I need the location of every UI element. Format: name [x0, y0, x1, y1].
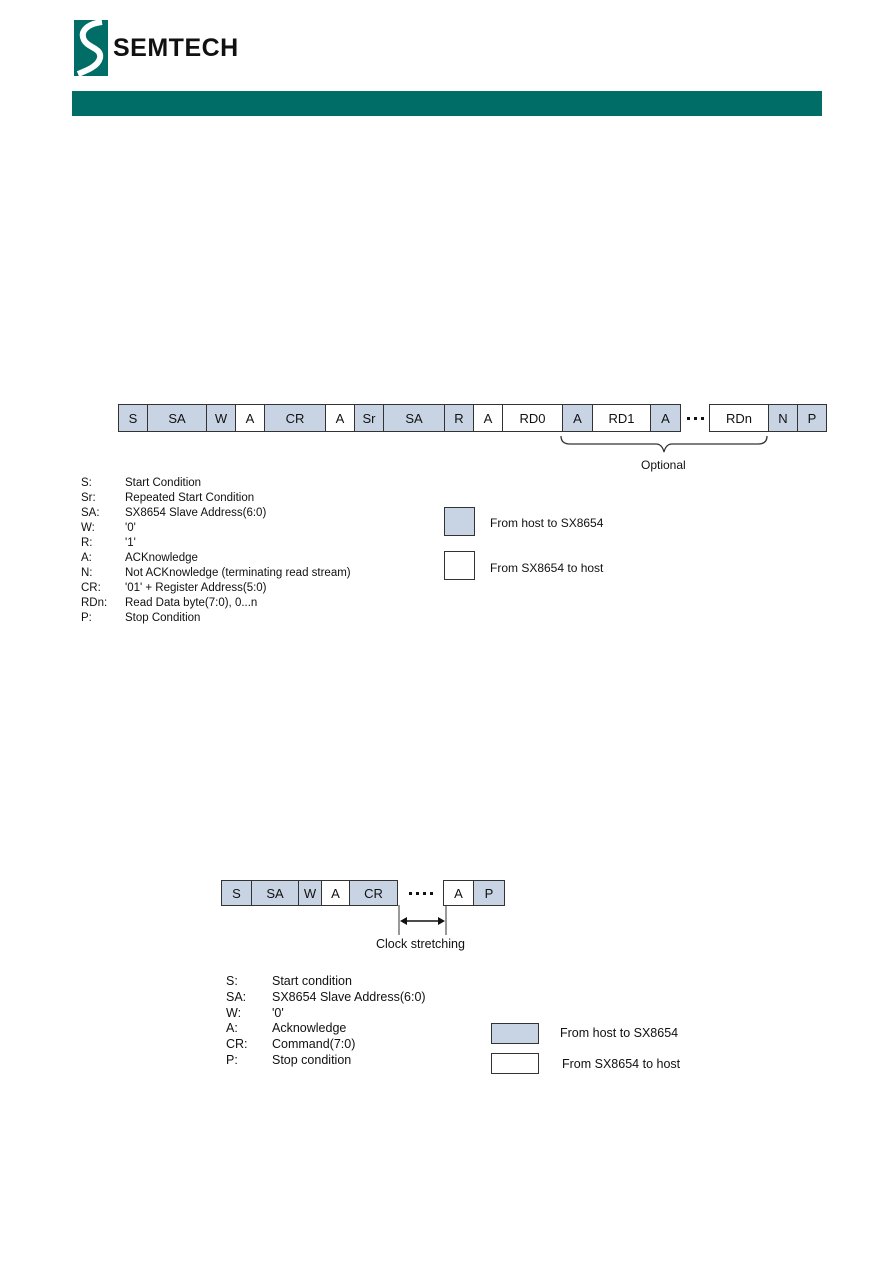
frame-cell: R	[444, 404, 474, 432]
host-swatch	[491, 1023, 539, 1044]
legend-row: A: ACKnowledge	[81, 552, 198, 564]
frame-cell: A	[443, 880, 474, 906]
frame-cell: P	[797, 404, 827, 432]
legend-row: P: Stop condition	[226, 1052, 352, 1067]
host-swatch	[444, 507, 475, 536]
legend-row: SA: SX8654 Slave Address(6:0)	[226, 989, 426, 1004]
frame-cell: W	[206, 404, 236, 432]
frame-cell: A	[562, 404, 593, 432]
host-swatch-label: From host to SX8654	[560, 1026, 679, 1040]
command-frame	[221, 880, 505, 906]
frame-cell: A	[321, 880, 350, 906]
legend-row: RDn: Read Data byte(7:0), 0...n	[81, 597, 258, 609]
frame-cell: N	[768, 404, 798, 432]
frame-cell: CR	[349, 880, 398, 906]
legend-row: S: Start condition	[226, 974, 352, 988]
device-swatch-label: From SX8654 to host	[562, 1057, 681, 1071]
legend-row: S: Start Condition	[81, 477, 202, 489]
legend-row: SA: SX8654 Slave Address(6:0)	[81, 507, 267, 519]
frame-cell: Sr	[354, 404, 384, 432]
frame-cell: P	[473, 880, 505, 906]
clock-stretching-label: Clock stretching	[376, 937, 465, 951]
command-legend	[226, 974, 426, 1069]
optional-brace	[558, 434, 772, 458]
frame-cell: SA	[251, 880, 299, 906]
frame-cell: RD1	[592, 404, 651, 432]
frame-cell: A	[325, 404, 355, 432]
frame-cell: S	[118, 404, 148, 432]
host-swatch-label: From host to SX8654	[490, 516, 604, 530]
legend-row: A: Acknowledge	[226, 1021, 347, 1036]
brand-name: SEMTECH	[113, 34, 239, 62]
legend-row: R: '1'	[81, 537, 136, 549]
read-frame	[118, 404, 827, 432]
frame-cell: CR	[264, 404, 326, 432]
legend-row: W: '0'	[81, 522, 136, 534]
frame-cell: RDn	[709, 404, 769, 432]
device-swatch	[491, 1053, 539, 1074]
legend-row: CR: '01' + Register Address(5:0)	[81, 582, 267, 594]
clock-stretching-arrow	[396, 905, 450, 937]
frame-cell: S	[221, 880, 252, 906]
frame-cell: RD0	[502, 404, 563, 432]
legend-row: CR: Command(7:0)	[226, 1037, 356, 1052]
legend-row: W: '0'	[226, 1005, 284, 1020]
legend-row: N: Not ACKnowledge (terminating read stream)	[81, 567, 351, 579]
legend-row: Sr: Repeated Start Condition	[81, 492, 255, 504]
ellipsis	[680, 404, 710, 432]
optional-label: Optional	[641, 458, 686, 472]
header-bar	[72, 91, 822, 116]
frame-cell: A	[650, 404, 681, 432]
device-swatch-label: From SX8654 to host	[490, 561, 604, 575]
legend-row: P: Stop Condition	[81, 612, 201, 624]
frame-cell: A	[235, 404, 265, 432]
ellipsis	[397, 880, 444, 906]
frame-cell: W	[298, 880, 322, 906]
frame-cell: SA	[383, 404, 445, 432]
device-swatch	[444, 551, 475, 580]
frame-cell: A	[473, 404, 503, 432]
semtech-logo-mark	[74, 20, 108, 76]
read-legend	[81, 476, 351, 626]
frame-cell: SA	[147, 404, 207, 432]
